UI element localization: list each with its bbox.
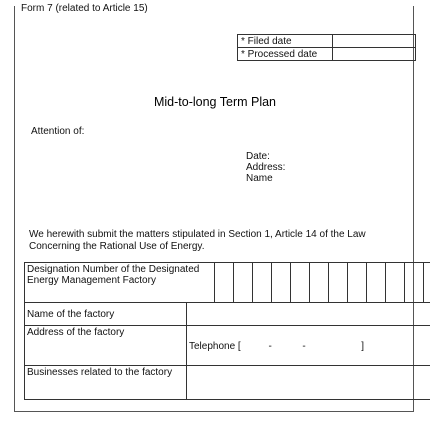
designation-digit[interactable] (234, 263, 253, 303)
designation-digit[interactable] (348, 263, 367, 303)
factory-info-table (24, 262, 430, 400)
designation-digit[interactable] (291, 263, 310, 303)
designation-digit[interactable] (253, 263, 272, 303)
designation-digit[interactable] (329, 263, 348, 303)
factory-address-label: Address of the factory (25, 326, 187, 366)
businesses-label: Businesses related to the factory (25, 366, 187, 400)
filed-date-value[interactable] (333, 35, 416, 48)
factory-name-field[interactable] (187, 302, 430, 326)
designation-digit[interactable] (215, 263, 234, 303)
designation-digit[interactable] (386, 263, 405, 303)
designation-digit[interactable] (424, 263, 430, 303)
date-label: Date: (246, 151, 270, 162)
office-use-box (237, 34, 416, 61)
designation-digit[interactable] (367, 263, 386, 303)
factory-name-label: Name of the factory (25, 302, 187, 326)
designation-digit[interactable] (310, 263, 329, 303)
filed-date-label: * Filed date (238, 35, 333, 48)
form-number: Form 7 (related to Article 15) (21, 3, 148, 14)
telephone-label: Telephone [ - - ] (189, 341, 365, 353)
factory-address-field[interactable] (187, 326, 430, 366)
businesses-field[interactable] (187, 366, 430, 400)
designation-digit[interactable] (272, 263, 291, 303)
addressee-block (246, 151, 285, 184)
processed-date-value[interactable] (333, 48, 416, 61)
address-label: Address: (246, 162, 286, 173)
document-title: Mid-to-long Term Plan (153, 95, 277, 109)
designation-digit[interactable] (405, 263, 424, 303)
attention-label: Attention of: (31, 126, 85, 137)
name-label: Name (246, 173, 273, 184)
submission-statement: We herewith submit the matters stipulated in Section 1, Article 14 of the Law Concerning the Rational Use of Energy. (29, 229, 366, 252)
designation-number-label: Designation Number of the Designated Energy Management Factory (25, 263, 215, 303)
processed-date-label: * Processed date (238, 48, 333, 61)
